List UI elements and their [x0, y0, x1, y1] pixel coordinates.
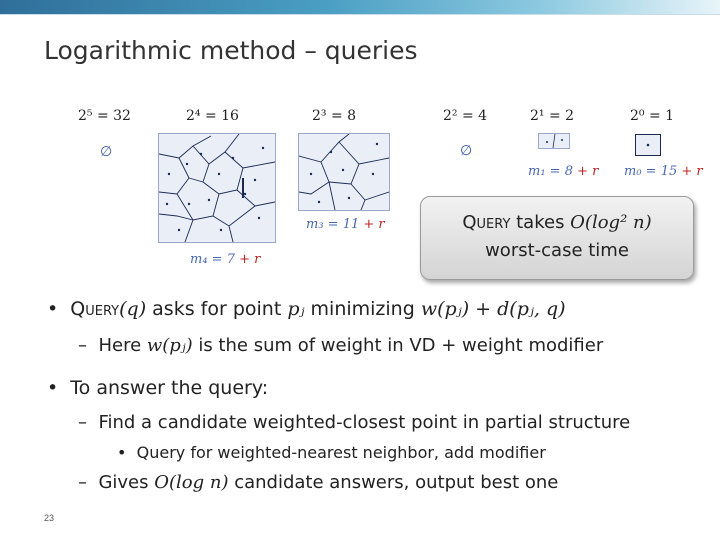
bullet-2-sub-2-suffix: candidate answers, output best one	[228, 472, 559, 493]
slide-title: Logarithmic method – queries	[44, 36, 418, 65]
slide-number: 23	[44, 513, 55, 523]
callout-query-word: Query	[462, 212, 511, 233]
top-decorative-bar	[0, 0, 720, 14]
voronoi-diagram-8	[298, 133, 390, 211]
bullet-2-sub-1-sub: • Query for weighted-nearest neighbor, add modifier	[117, 443, 546, 462]
callout-line-1	[421, 212, 693, 233]
bullet-2-text: To answer the query:	[70, 377, 269, 399]
power-label-1: 2⁰ = 1	[630, 108, 675, 124]
power-label-16: 2⁴ = 16	[186, 108, 239, 124]
modifier-label-m3	[306, 217, 385, 232]
voronoi-diagram-2	[538, 133, 570, 149]
modifier-r-m3: + r	[363, 217, 385, 232]
voronoi-lines-16	[159, 134, 275, 242]
modifier-r-m4: + r	[239, 252, 261, 267]
bullet-1-text2: minimizing	[304, 298, 421, 320]
bullet-1-sub-math: w(pⱼ)	[146, 335, 193, 356]
power-label-2: 2¹ = 2	[530, 108, 575, 124]
bullet-1-query: Query	[70, 298, 120, 320]
query-time-callout	[420, 196, 694, 280]
empty-set-4: ∅	[460, 143, 473, 159]
modifier-value-m1: m₁ = 8	[528, 164, 573, 179]
voronoi-lines-8	[299, 134, 389, 210]
modifier-value-m0: m₀ = 15	[624, 164, 678, 179]
modifier-value-m3: m₃ = 11	[306, 217, 360, 232]
bullet-1-arg: (q)	[119, 298, 147, 320]
bullet-2: • To answer the query:	[47, 377, 269, 399]
bullet-2-sub-1-text: Find a candidate weighted-closest point in partial structure	[98, 412, 631, 433]
single-point-1	[636, 135, 660, 155]
empty-set-32: ∅	[100, 144, 113, 160]
modifier-r-m1: + r	[577, 164, 599, 179]
modifier-label-m0	[624, 164, 703, 179]
bullet-1-pj: pⱼ	[287, 298, 305, 320]
bullet-1: • Query(q) asks for point pⱼ minimizing w(pⱼ) + d(pⱼ, q)	[47, 298, 566, 320]
bullet-1-expr: w(pⱼ) + d(pⱼ, q)	[420, 298, 566, 320]
voronoi-diagram-16	[158, 133, 276, 243]
bullet-1-sub: – Here w(pⱼ) is the sum of weight in VD + weight modifier	[78, 335, 604, 356]
voronoi-lines-2	[539, 134, 569, 148]
bullet-2-sub-1: – Find a candidate weighted-closest point in partial structure	[78, 412, 631, 433]
bullet-1-sub-suffix: is the sum of weight in VD + weight modifier	[192, 335, 604, 356]
callout-line-2: worst-case time	[485, 240, 629, 261]
callout-complexity: O(log² n)	[570, 212, 652, 233]
power-label-4: 2² = 4	[443, 108, 488, 124]
modifier-label-m1	[528, 164, 598, 179]
bullet-2-sub-2-math: O(log n)	[154, 472, 229, 493]
bullet-1-sub-prefix: Here	[98, 335, 147, 356]
callout-takes: takes	[510, 212, 571, 233]
bullet-2-sub-2: – Gives O(log n) candidate answers, output best one	[78, 472, 559, 493]
top-divider	[0, 14, 720, 15]
power-label-32: 2⁵ = 32	[78, 108, 131, 124]
bullet-2-sub-2-prefix: Gives	[98, 472, 155, 493]
modifier-label-m4	[190, 252, 260, 267]
bullet-2-sub-1-sub-text: Query for weighted-nearest neighbor, add modifier	[136, 443, 546, 462]
modifier-value-m4: m₄ = 7	[190, 252, 235, 267]
bullet-1-text: asks for point	[146, 298, 288, 320]
power-label-8: 2³ = 8	[312, 108, 357, 124]
modifier-r-m0: + r	[681, 164, 703, 179]
voronoi-diagram-1	[635, 134, 661, 156]
